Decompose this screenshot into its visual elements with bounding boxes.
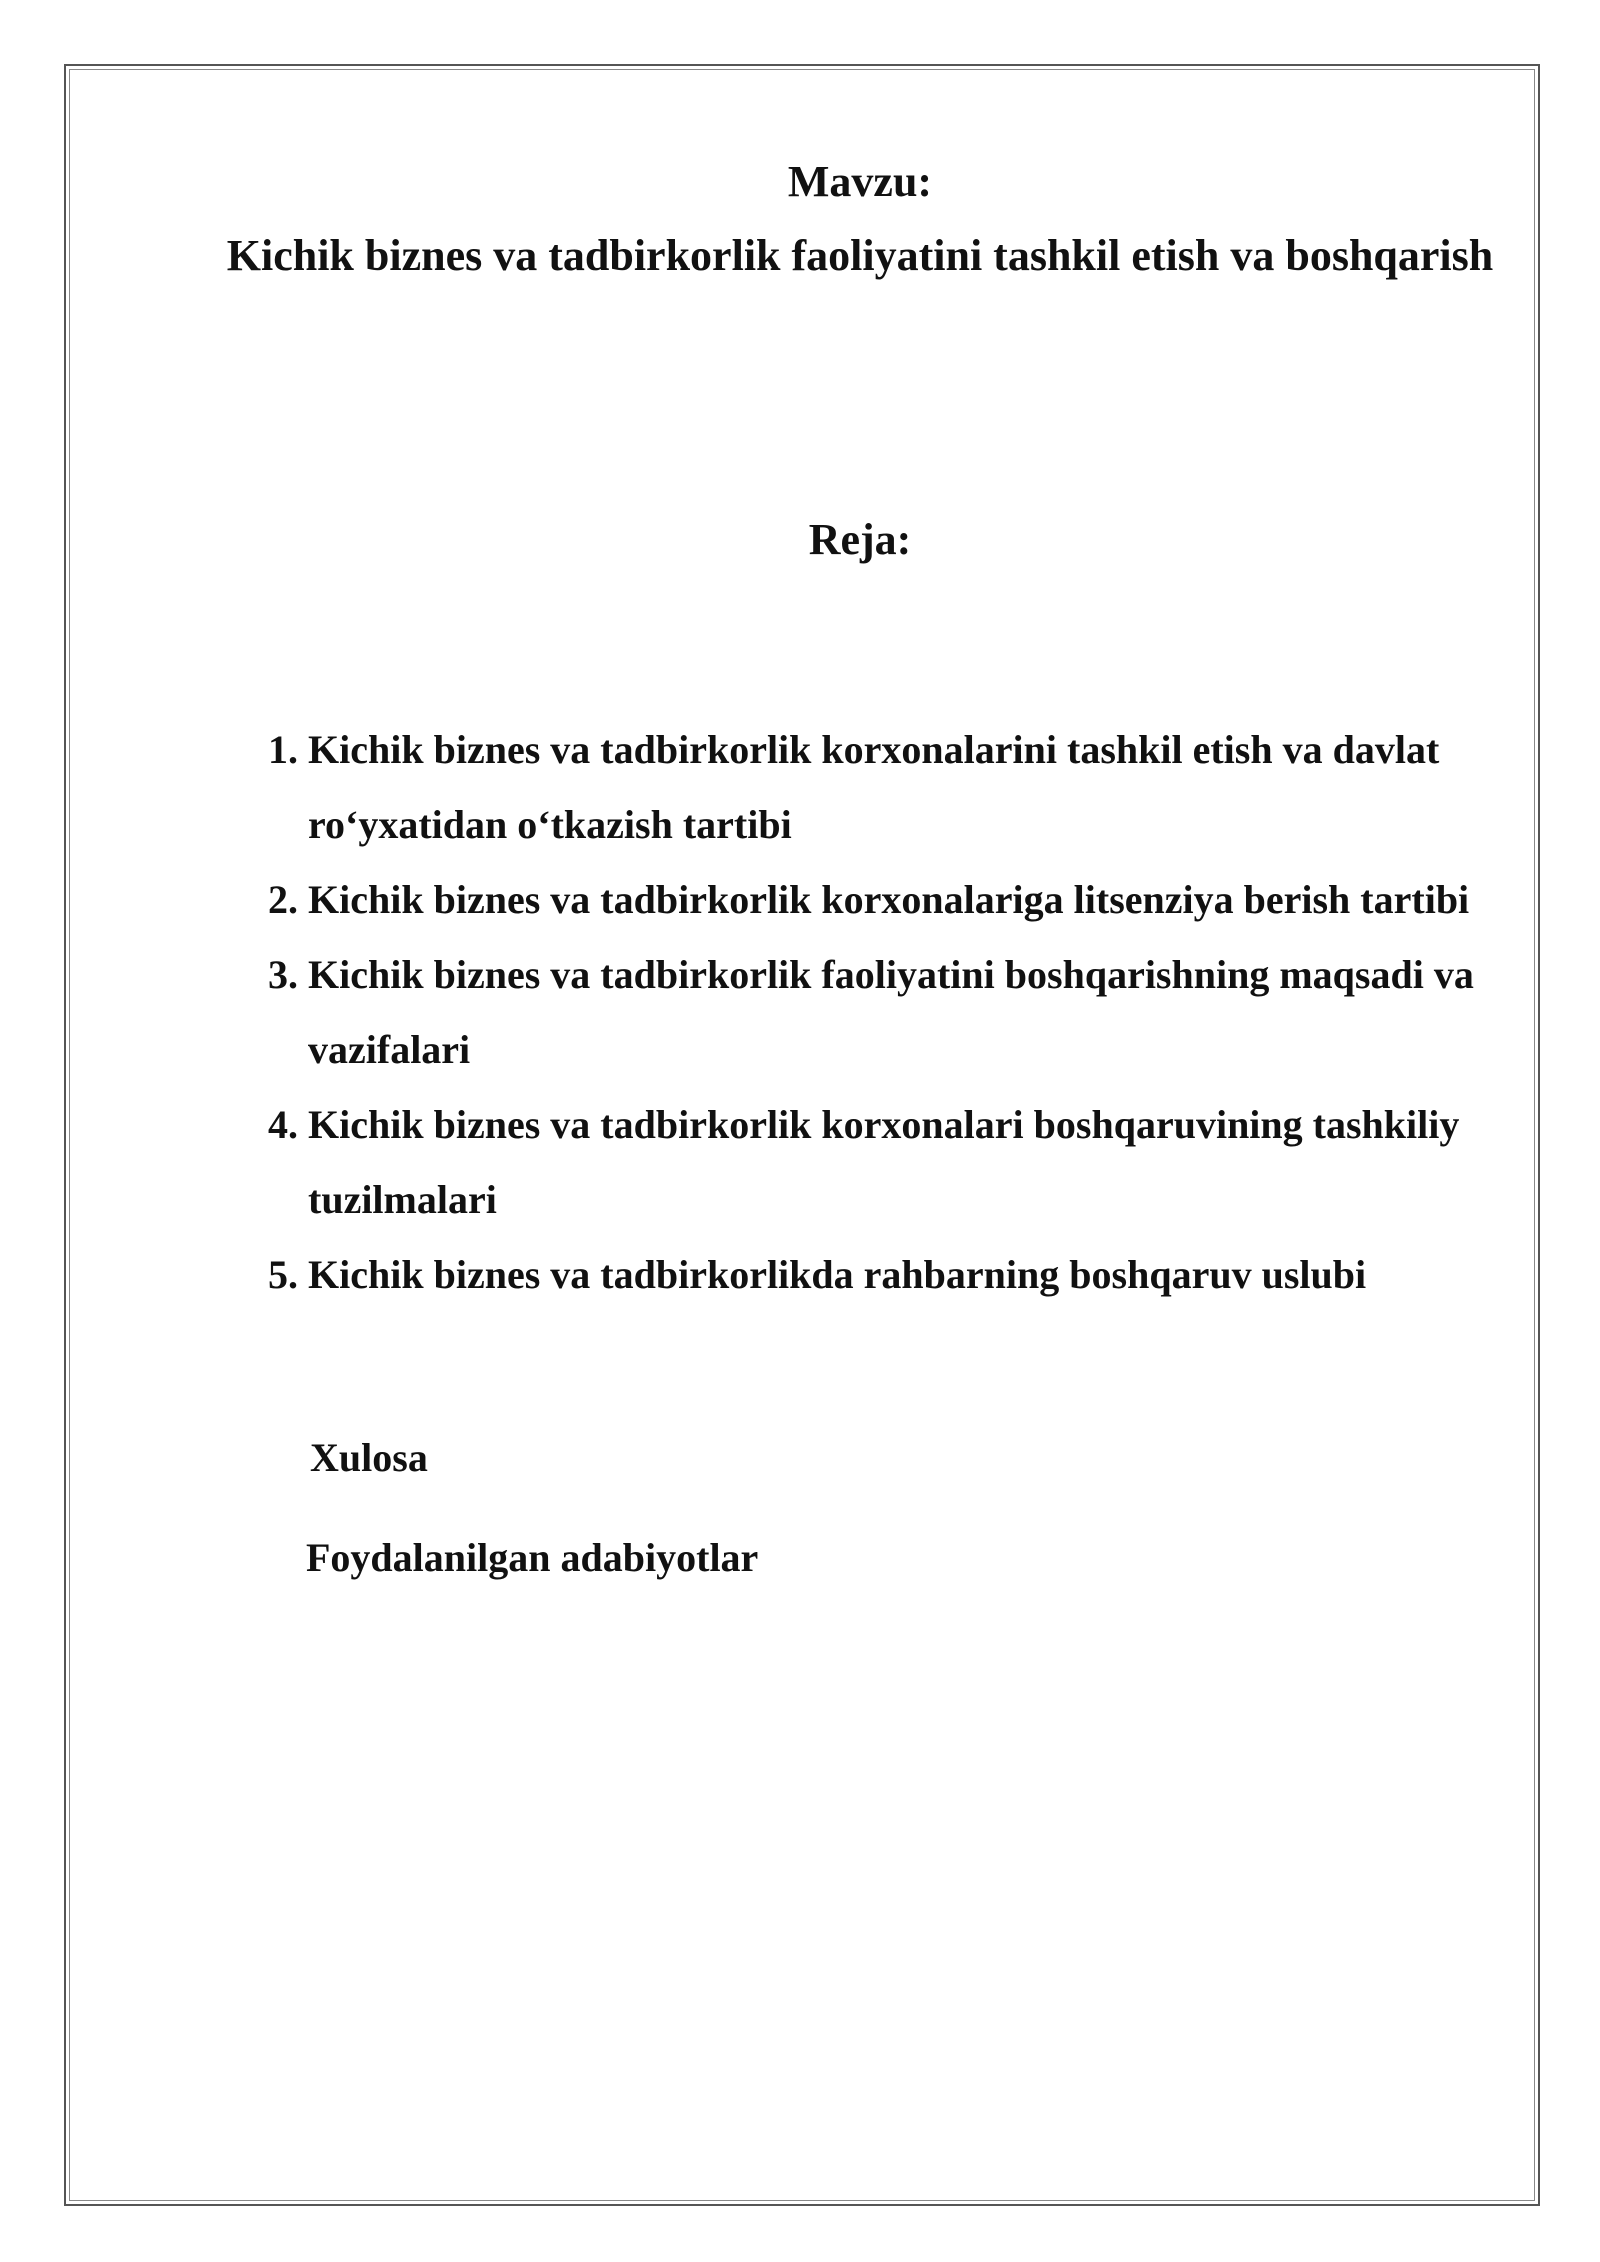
topic-title: Kichik biznes va tadbirkorlik faoliyatini tashkil etish va boshqarish <box>226 231 1494 280</box>
heading-block <box>200 150 1520 298</box>
plan-item-text: Kichik biznes va tadbirkorlik faoliyatini boshqarishning maqsadi va vazifalari <box>308 952 1474 1072</box>
plan-item <box>268 1087 1518 1237</box>
conclusion-item: Xulosa <box>310 1435 428 1480</box>
plan-item <box>268 937 1518 1087</box>
plan-list <box>268 712 1518 1312</box>
references-item: Foydalanilgan adabiyotlar <box>306 1535 759 1580</box>
plan-item-number: 3. <box>268 952 298 997</box>
plan-item-text: Kichik biznes va tadbirkorlik korxonalariga litsenziya berish tartibi <box>308 877 1470 922</box>
plan-item-number: 1. <box>268 727 298 772</box>
plan-item <box>268 862 1518 937</box>
topic-label: Mavzu: <box>787 157 933 206</box>
plan-item-text: Kichik biznes va tadbirkorlik korxonalarini tashkil etish va davlat ro‘yxatidan o‘tkazish tartibi <box>308 727 1440 847</box>
plan-item-number: 2. <box>268 877 298 922</box>
plan-item-text: Kichik biznes va tadbirkorlik korxonalari boshqaruvining tashkiliy tuzilmalari <box>308 1102 1460 1222</box>
plan-item-number: 5. <box>268 1252 298 1297</box>
plan-item <box>268 712 1518 862</box>
plan-item <box>268 1237 1518 1312</box>
plan-item-text: Kichik biznes va tadbirkorlikda rahbarning boshqaruv uslubi <box>308 1252 1367 1297</box>
plan-label: Reja: <box>808 515 912 564</box>
plan-item-number: 4. <box>268 1102 298 1147</box>
